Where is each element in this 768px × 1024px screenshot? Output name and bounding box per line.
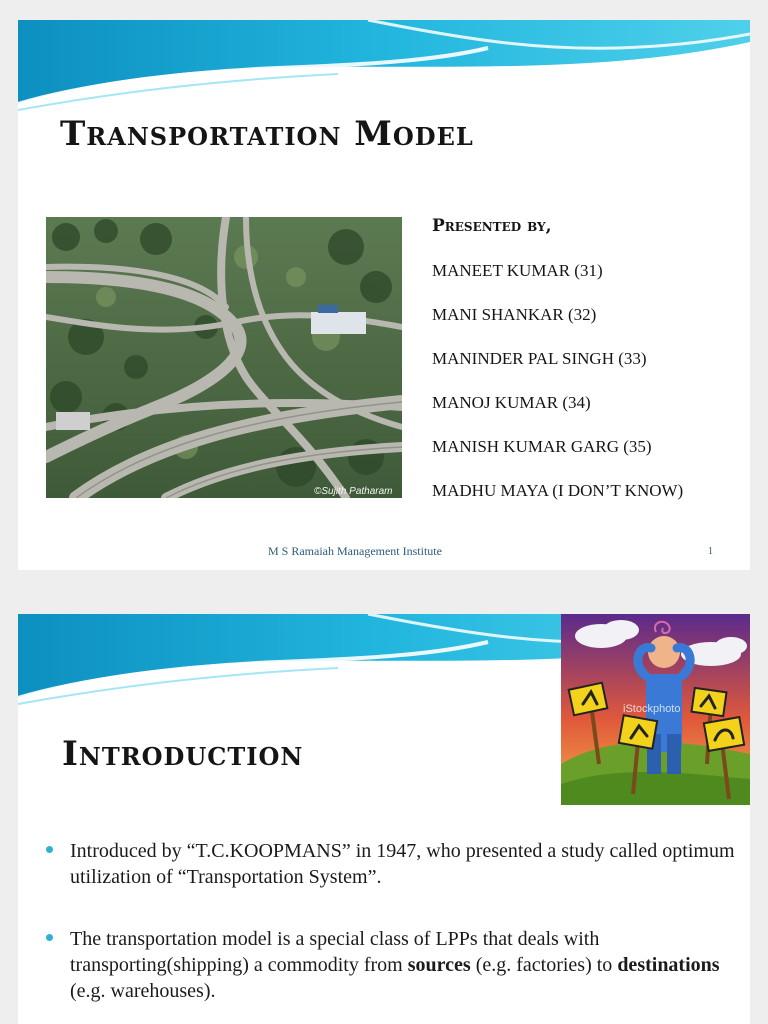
bullet-list [46, 838, 736, 1024]
bullet-text-post: (e.g. warehouses). [70, 980, 216, 1002]
slide-2 [18, 614, 750, 1024]
bullet-item [46, 926, 736, 1004]
presenter-item: MANISH KUMAR GARG (35) [432, 437, 652, 456]
bullet-item [46, 838, 736, 890]
slide-footer: M S Ramaiah Management Institute [268, 544, 442, 558]
presenter-item: MANEET KUMAR (31) [432, 261, 603, 280]
bullet-bold-sources: sources [407, 954, 471, 976]
bullet-dot-icon [46, 934, 53, 941]
confused-man-signposts-clipart [561, 614, 750, 805]
bullet-text-pre: The transportation model is a special class of LPPs that deals with transporting(shipping) a commodity from [70, 928, 600, 976]
bullet-text: Introduced by “T.C.KOOPMANS” in 1947, who presented a study called optimum utilization of “Transportation System”. [70, 840, 735, 888]
slide-1 [18, 20, 750, 570]
header-wave [18, 20, 750, 120]
presenter-item: MANI SHANKAR (32) [432, 305, 597, 324]
slide-title: Introduction [62, 734, 304, 774]
bullet-text-mid: (e.g. factories) to [470, 954, 618, 976]
highway-interchange-photo [46, 217, 402, 498]
photo-watermark: ©Sujith Patharam [314, 486, 393, 497]
clipart-watermark: iStockphoto [623, 703, 681, 715]
presenter-item: MANINDER PAL SINGH (33) [432, 349, 647, 368]
bullet-dot-icon [46, 846, 53, 853]
presenter-item: MANOJ KUMAR (34) [432, 393, 591, 412]
presented-by-label: Presented by, [432, 216, 552, 236]
presenter-item: MADHU MAYA (I DON’T KNOW) [432, 481, 684, 500]
presenter-list [432, 256, 683, 520]
bullet-bold-destinations: destinations [617, 954, 720, 976]
slide-title: Transportation Model [60, 114, 474, 154]
page-number: 1 [708, 546, 713, 557]
